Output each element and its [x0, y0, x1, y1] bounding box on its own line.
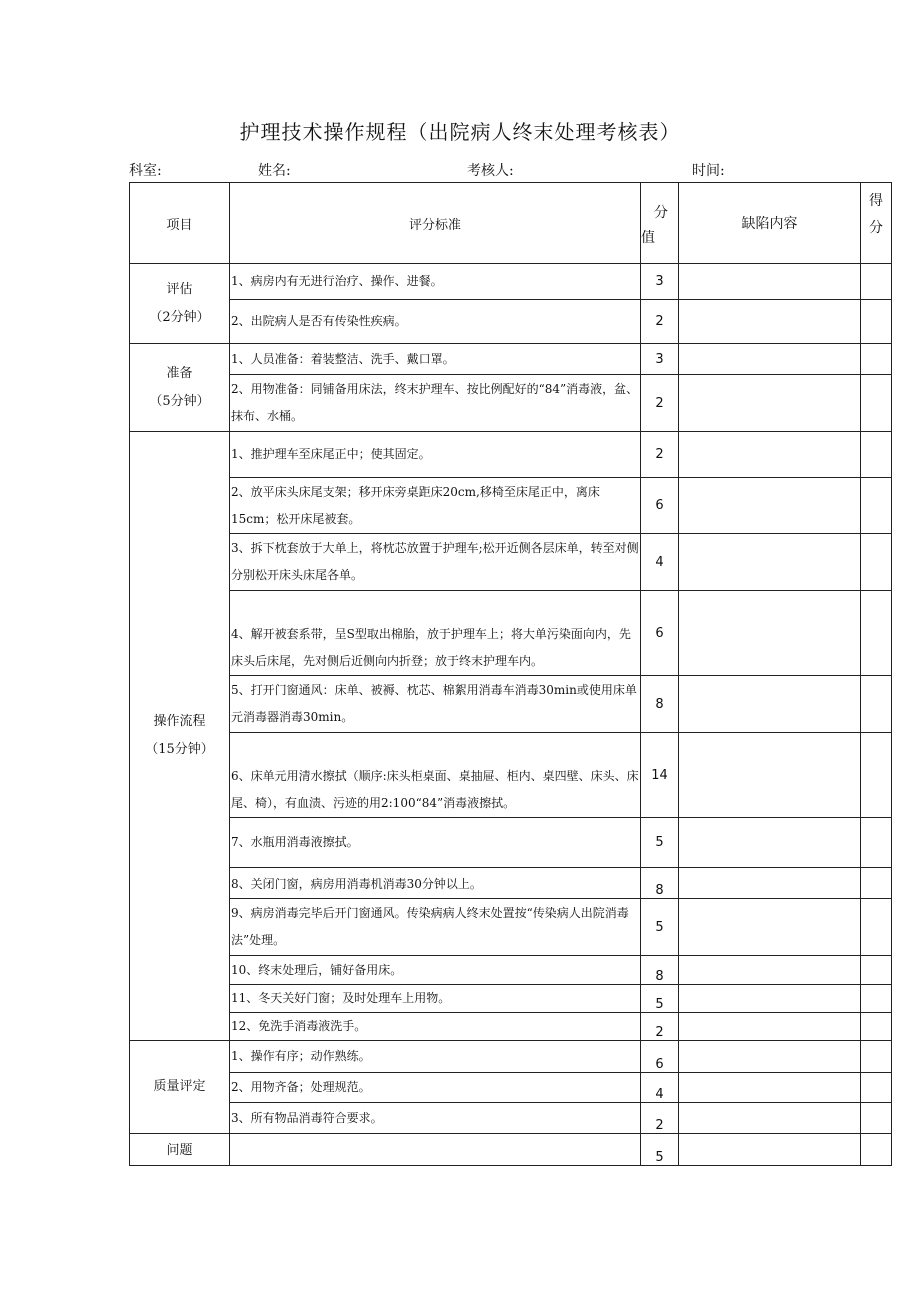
criteria-cell: 4、解开被套系带，呈S型取出棉胎，放于护理车上；将大单污染面向内，先床头后床尾，先对侧后近侧向内折登；放于终末护理车内。	[230, 591, 641, 676]
table-row	[130, 1013, 892, 1041]
criteria-cell: 2、放平床头床尾支架；移开床旁桌距床20cm,移椅至床尾正中，离床15cm；松开床尾被套。	[230, 478, 641, 534]
assessment-table	[129, 182, 892, 1166]
score-cell: 6	[641, 591, 679, 676]
table-row	[130, 344, 892, 375]
defect-cell[interactable]	[679, 300, 861, 344]
defect-cell[interactable]	[679, 1134, 861, 1166]
table-row	[130, 1073, 892, 1103]
defect-cell[interactable]	[679, 591, 861, 676]
defect-cell[interactable]	[679, 818, 861, 868]
header-score-line1: 分	[654, 205, 668, 221]
score-cell: 3	[641, 264, 679, 300]
page-title: 护理技术操作规程（出院病人终末处理考核表）	[239, 120, 681, 144]
table-row	[130, 1134, 892, 1166]
table-row	[130, 534, 892, 591]
score-cell: 2	[641, 432, 679, 478]
section-assess-name: 评估	[166, 281, 193, 297]
defect-cell[interactable]	[679, 1041, 861, 1073]
table-row	[130, 1041, 892, 1073]
department-label: 科室:	[129, 163, 162, 179]
section-assess-time: （2分钟）	[149, 309, 210, 325]
score-cell: 4	[641, 534, 679, 591]
criteria-cell: 3、所有物品消毒符合要求。	[230, 1103, 641, 1134]
name-label: 姓名:	[258, 163, 291, 179]
criteria-cell: 8、关闭门窗，病房用消毒机消毒30分钟以上。	[230, 868, 641, 899]
score-cell: 14	[641, 733, 679, 818]
section-assess	[130, 264, 230, 344]
table-row	[130, 733, 892, 818]
score-cell: 8	[641, 676, 679, 733]
get-score-cell[interactable]	[861, 375, 892, 432]
score-cell: 5	[641, 985, 679, 1013]
criteria-cell: 1、人员准备：着装整洁、洗手、戴口罩。	[230, 344, 641, 375]
table-row	[130, 899, 892, 956]
score-cell: 2	[641, 375, 679, 432]
criteria-cell: 2、出院病人是否有传染性疾病。	[230, 300, 641, 344]
defect-cell[interactable]	[679, 534, 861, 591]
defect-cell[interactable]	[679, 868, 861, 899]
table-row	[130, 300, 892, 344]
section-prep-name: 准备	[166, 365, 193, 381]
table-row	[130, 868, 892, 899]
table-row	[130, 264, 892, 300]
get-score-cell[interactable]	[861, 534, 892, 591]
defect-cell[interactable]	[679, 1103, 861, 1134]
get-score-cell[interactable]	[861, 1041, 892, 1073]
get-score-cell[interactable]	[861, 591, 892, 676]
table-row	[130, 676, 892, 733]
score-cell: 5	[641, 1134, 679, 1166]
criteria-cell: 2、用物准备：同铺备用床法，终末护理车、按比例配好的“84”消毒液，盆、抹布、水桶。	[230, 375, 641, 432]
score-cell: 5	[641, 899, 679, 956]
header-get-line2: 分	[869, 220, 883, 236]
defect-cell[interactable]	[679, 478, 861, 534]
get-score-cell[interactable]	[861, 733, 892, 818]
section-process	[130, 432, 230, 1041]
score-cell: 3	[641, 344, 679, 375]
section-process-time: （15分钟）	[145, 742, 214, 757]
get-score-cell[interactable]	[861, 1103, 892, 1134]
criteria-cell: 12、免洗手消毒液洗手。	[230, 1013, 641, 1041]
defect-cell[interactable]	[679, 985, 861, 1013]
defect-cell[interactable]	[679, 375, 861, 432]
criteria-cell	[230, 1134, 641, 1166]
get-score-cell[interactable]	[861, 432, 892, 478]
table-row	[130, 375, 892, 432]
score-cell: 8	[641, 868, 679, 899]
get-score-cell[interactable]	[861, 899, 892, 956]
table-row	[130, 956, 892, 985]
header-get-score	[861, 183, 892, 264]
score-cell: 5	[641, 818, 679, 868]
defect-cell[interactable]	[679, 956, 861, 985]
table-row	[130, 985, 892, 1013]
header-row	[130, 183, 892, 264]
get-score-cell[interactable]	[861, 818, 892, 868]
score-cell: 8	[641, 956, 679, 985]
criteria-cell: 1、操作有序；动作熟练。	[230, 1041, 641, 1073]
defect-cell[interactable]	[679, 676, 861, 733]
score-cell: 6	[641, 1041, 679, 1073]
table-row	[130, 478, 892, 534]
get-score-cell[interactable]	[861, 985, 892, 1013]
header-score	[641, 183, 679, 264]
score-cell: 4	[641, 1073, 679, 1103]
table-row	[130, 818, 892, 868]
section-process-name: 操作流程	[153, 714, 206, 729]
criteria-cell: 7、水瓶用消毒液擦拭。	[230, 818, 641, 868]
get-score-cell[interactable]	[861, 1073, 892, 1103]
defect-cell[interactable]	[679, 344, 861, 375]
defect-cell[interactable]	[679, 899, 861, 956]
score-cell: 2	[641, 1013, 679, 1041]
criteria-cell: 11、冬天关好门窗；及时处理车上用物。	[230, 985, 641, 1013]
criteria-cell: 1、病房内有无进行治疗、操作、进餐。	[230, 264, 641, 300]
header-item: 项目	[130, 183, 230, 264]
get-score-cell[interactable]	[861, 676, 892, 733]
defect-cell[interactable]	[679, 1073, 861, 1103]
defect-cell[interactable]	[679, 1013, 861, 1041]
get-score-cell[interactable]	[861, 956, 892, 985]
examiner-label: 考核人:	[467, 163, 514, 179]
section-prep	[130, 344, 230, 432]
criteria-cell: 3、拆下枕套放于大单上，将枕芯放置于护理车;松开近侧各层床单，转至对侧分别松开床头床尾各单。	[230, 534, 641, 591]
header-get-line1: 得	[869, 193, 883, 209]
get-score-cell[interactable]	[861, 300, 892, 344]
get-score-cell[interactable]	[861, 868, 892, 899]
get-score-cell[interactable]	[861, 264, 892, 300]
header-criteria: 评分标准	[230, 183, 641, 264]
criteria-cell: 5、打开门窗通风：床单、被褥、枕芯、棉絮用消毒车消毒30min或使用床单元消毒器消毒30min。	[230, 676, 641, 733]
table-row	[130, 1103, 892, 1134]
header-defect: 缺陷内容	[679, 183, 861, 264]
defect-cell[interactable]	[679, 264, 861, 300]
get-score-cell[interactable]	[861, 478, 892, 534]
score-cell: 6	[641, 478, 679, 534]
time-label: 时间:	[692, 163, 725, 179]
section-question: 问题	[130, 1134, 230, 1166]
get-score-cell[interactable]	[861, 1013, 892, 1041]
section-prep-time: （5分钟）	[149, 393, 210, 409]
defect-cell[interactable]	[679, 733, 861, 818]
criteria-cell: 1、推护理车至床尾正中；使其固定。	[230, 432, 641, 478]
criteria-cell: 10、终末处理后，铺好备用床。	[230, 956, 641, 985]
score-cell: 2	[641, 1103, 679, 1134]
section-quality: 质量评定	[130, 1041, 230, 1134]
get-score-cell[interactable]	[861, 1134, 892, 1166]
table-row	[130, 591, 892, 676]
get-score-cell[interactable]	[861, 344, 892, 375]
table-row	[130, 432, 892, 478]
criteria-cell: 9、病房消毒完毕后开门窗通风。传染病病人终末处置按“传染病人出院消毒法”处理。	[230, 899, 641, 956]
defect-cell[interactable]	[679, 432, 861, 478]
criteria-cell: 2、用物齐备；处理规范。	[230, 1073, 641, 1103]
score-cell: 2	[641, 300, 679, 344]
header-score-line2: 值	[641, 230, 655, 246]
criteria-cell: 6、床单元用清水擦拭（顺序:床头柜桌面、桌抽屉、柜内、桌四壁、床头、床尾、椅），有血渍、污迹的用2:100“84”消毒液擦拭。	[230, 733, 641, 818]
